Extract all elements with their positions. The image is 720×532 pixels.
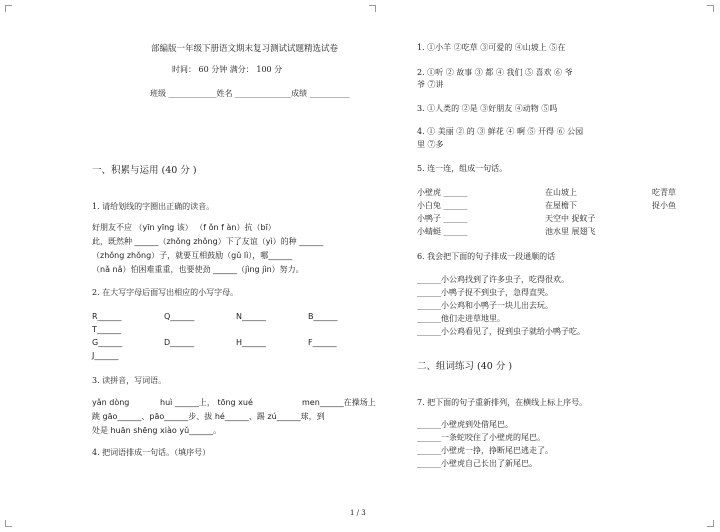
q2-blank-q[interactable]: Q______ [164, 312, 195, 321]
crop-mark-top-right [707, 5, 714, 12]
q2-blank-j[interactable]: J______ [92, 351, 119, 360]
section-1-heading: 一、积累与运用 (40 分 ) [92, 165, 197, 176]
q7-line[interactable]: ______小壁虎自己长出了新尾巴。 [417, 459, 537, 468]
crop-mark-top-left [5, 5, 12, 12]
crop-mark-top-center [369, 5, 376, 12]
q5-mid: 天空中 捉蚊子 [545, 214, 596, 223]
q7-line[interactable]: ______小壁虎到处借尾巴。 [417, 420, 513, 429]
q4-item-2: 2. ①听 ② 故事 ③ 都 ④ 我们 ⑤ 喜欢 ⑥ 爷 [417, 68, 573, 77]
q5-mid: 池水里 展翅飞 [545, 227, 596, 236]
q1-line: 好朋友不应 （yīn yīng 该） （f ǒn f àn）抗（bī） [92, 223, 276, 232]
q6-line[interactable]: ______小公鸡和小鸭子一块儿出去玩。 [417, 301, 553, 310]
q6-title: 6. 我会把下面的句子排成一段通顺的话 [417, 252, 556, 261]
q5-title: 5. 连一连，组成一句话。 [417, 164, 508, 173]
q3-pinyin-b[interactable]: huì ______上， tōng xué [160, 398, 253, 407]
student-fields[interactable]: 班级 ____________姓名 ______________成绩 __________ [150, 89, 350, 98]
section-2-heading: 二、组词练习 (40 分 ) [417, 361, 513, 372]
q7-line[interactable]: ______一条蛇咬住了小壁虎的尾巴。 [417, 433, 545, 442]
q4-item-4: 4. ① 美丽 ② 的 ③ 鲜花 ④ 啊 ⑤ 开得 ⑥ 公园 [417, 127, 584, 136]
exam-title: 部编版一年级下册语文期末复习测试试题精选试卷 [151, 44, 339, 54]
q2-blank-t[interactable]: T______ [92, 325, 121, 334]
q4-item-4-cont: 里 ⑦多 [417, 140, 444, 149]
q2-blank-h[interactable]: H______ [236, 338, 267, 347]
q1-line: （nǎ nǎ）怕困难重重，也要使劲 ______（jìng jìn）努力。 [92, 265, 304, 274]
q5-mid: 在屋檐下 [545, 201, 577, 210]
q4-item-2-cont: 爷 ⑦讲 [417, 80, 444, 89]
crop-mark-bottom-left [5, 520, 12, 527]
q4-item-3: 3. ①人类的 ②是 ③好朋友 ④动物 ⑤吗 [417, 104, 558, 113]
q6-line[interactable]: ______小公鸡看见了，捉到虫子就给小鸭子吃。 [417, 327, 585, 336]
q3-line[interactable]: 处是 huān shēng xiào yǔ______。 [92, 426, 222, 435]
q3-pinyin-c[interactable]: men______在操场上 [302, 398, 376, 407]
q2-title: 2. 在大写字母后面写出相应的小写字母。 [92, 288, 239, 297]
q5-left[interactable]: 小白兔 ______ [417, 201, 468, 210]
q6-line[interactable]: ______小公鸡找到了许多虫子，吃得很欢。 [417, 275, 569, 284]
q1-line: （zhǒng zhǒng）子，就要互相鼓励（gǔ lì），哪______ [92, 251, 293, 260]
q7-line[interactable]: ______小壁虎一挣，挣断尾巴逃走了。 [417, 446, 553, 455]
q1-line: 此，既然种 ______（zhǒng zhǒng）下了友谊（yì）的种 ______ [92, 237, 324, 246]
q3-pinyin-a: yǎn dòng [92, 398, 130, 407]
q3-line[interactable]: 跳 gāo______、pāo______步、拔 hé______、踢 zú______球，到 [92, 412, 325, 421]
q2-blank-n[interactable]: N______ [236, 312, 266, 321]
exam-info: 时间： 60 分钟 满分： 100 分 [172, 65, 283, 74]
page-number: 1 / 3 [350, 509, 366, 517]
q6-line[interactable]: ______他们走进草地里。 [417, 314, 505, 323]
q6-line[interactable]: ______小鸭子捉不到虫子，急得直哭。 [417, 288, 553, 297]
q5-left[interactable]: 小蜻蜓 ______ [417, 227, 468, 236]
q5-left[interactable]: 小壁虎 ______ [417, 188, 468, 197]
q4-title: 4. 把词语排成一句话。（填序号） [92, 448, 211, 457]
q2-blank-f[interactable]: F______ [308, 338, 337, 347]
q1-title: 1. 请给划线的字圈出正确的读音。 [92, 202, 215, 211]
crop-mark-bottom-right [707, 520, 714, 527]
q7-title: 7. 把下面的句子重新排列，在横线上标上序号。 [417, 398, 588, 407]
q5-right: 捉小鱼 [652, 201, 676, 210]
q5-right: 吃青草 [652, 188, 676, 197]
q5-mid: 在山坡上 [545, 188, 577, 197]
q2-blank-d[interactable]: D______ [164, 338, 195, 347]
q2-blank-g[interactable]: G______ [92, 338, 123, 347]
q5-left[interactable]: 小鸭子 ______ [417, 214, 468, 223]
q2-blank-b[interactable]: B______ [308, 312, 338, 321]
q3-title: 3. 读拼音，写词语。 [92, 376, 167, 385]
q4-item-1: 1. ①小羊 ②吃草 ③可爱的 ④山坡上 ⑤在 [417, 43, 566, 52]
q2-blank-r[interactable]: R______ [92, 312, 122, 321]
